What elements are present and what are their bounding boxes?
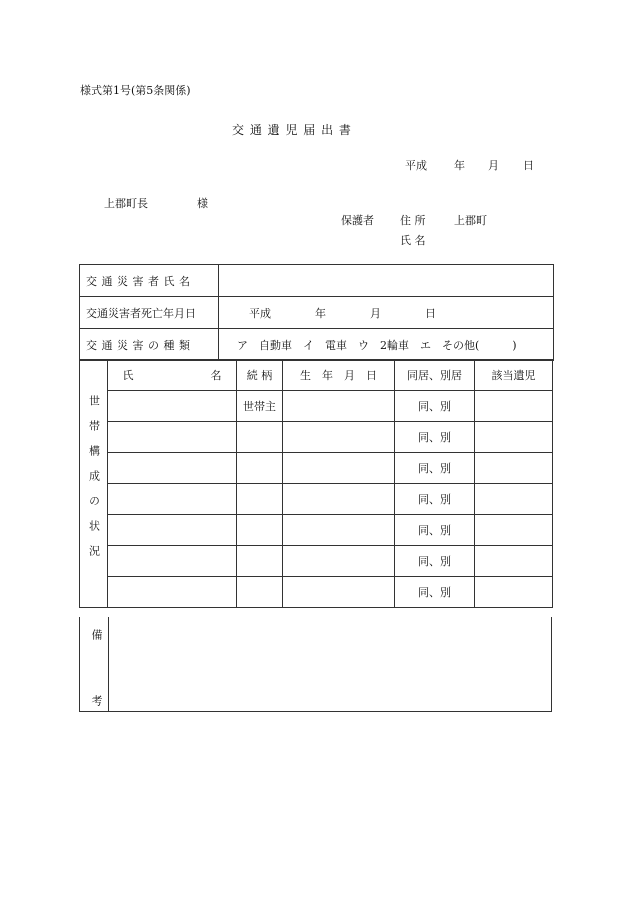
residence-cell[interactable]: 同、別 (395, 484, 475, 515)
orphan-cell[interactable] (475, 484, 553, 515)
col-orphan-header: 該当遺児 (475, 360, 553, 391)
col-name-header: 氏 名 (108, 360, 237, 391)
col-residence-header: 同居、別居 (395, 360, 475, 391)
guardian-name-label: 氏 名 (400, 234, 426, 247)
table-row (80, 484, 553, 515)
household-side-text: 世帯構成の状況 (87, 394, 101, 570)
col-relation-header: 続 柄 (237, 360, 283, 391)
accident-type-field[interactable]: ア 自動車 イ 電車 ウ 2輪車 エ その他( ) (237, 338, 517, 352)
orphan-cell[interactable] (475, 546, 553, 577)
birthdate-cell[interactable] (283, 515, 395, 546)
accident-date-label: 交通災害者死亡年月日 (80, 297, 219, 328)
accident-name-field[interactable] (219, 265, 553, 296)
relation-cell[interactable]: 世帯主 (237, 391, 283, 422)
addressee-name: 上郡町長 (104, 197, 148, 210)
accident-info-table (79, 264, 554, 361)
guardian-address-label: 住 所 (400, 214, 426, 227)
relation-cell[interactable] (237, 546, 283, 577)
name-cell[interactable] (108, 546, 237, 577)
birthdate-cell[interactable] (283, 546, 395, 577)
form-number: 様式第1号(第5条関係) (80, 84, 191, 97)
birthdate-cell[interactable] (283, 484, 395, 515)
date-day: 日 (523, 159, 534, 172)
remarks-side (80, 617, 109, 728)
birthdate-cell[interactable] (283, 577, 395, 608)
col-birthdate-header: 生 年 月 日 (283, 360, 395, 391)
remarks-field[interactable] (109, 617, 551, 711)
birthdate-cell[interactable] (283, 391, 395, 422)
guardian-address-value: 上郡町 (454, 214, 487, 227)
accident-date-row (80, 297, 553, 329)
addressee-suffix: 様 (197, 197, 208, 210)
residence-cell[interactable]: 同、別 (395, 546, 475, 577)
household-table (79, 359, 553, 608)
name-cell[interactable] (108, 515, 237, 546)
name-cell[interactable] (108, 391, 237, 422)
household-header-row (80, 360, 553, 391)
orphan-cell[interactable] (475, 577, 553, 608)
residence-cell[interactable]: 同、別 (395, 577, 475, 608)
orphan-cell[interactable] (475, 422, 553, 453)
accident-type-row (80, 329, 553, 361)
table-row (80, 391, 553, 422)
remarks-section (79, 617, 552, 728)
residence-cell[interactable]: 同、別 (395, 453, 475, 484)
birthdate-cell[interactable] (283, 422, 395, 453)
page-title: 交 通 遺 児 届 出 書 (232, 123, 352, 137)
guardian-label: 保護者 (341, 214, 374, 227)
table-row (80, 453, 553, 484)
orphan-cell[interactable] (475, 453, 553, 484)
table-row (80, 546, 553, 577)
household-side-label (80, 360, 108, 608)
table-row (80, 515, 553, 546)
name-cell[interactable] (108, 422, 237, 453)
relation-cell[interactable] (237, 515, 283, 546)
remarks-label: 備 考 (90, 629, 103, 728)
relation-cell[interactable] (237, 484, 283, 515)
accident-name-row (80, 265, 553, 297)
date-era: 平成 (405, 159, 427, 172)
name-cell[interactable] (108, 577, 237, 608)
table-row (80, 422, 553, 453)
relation-cell[interactable] (237, 577, 283, 608)
residence-cell[interactable]: 同、別 (395, 422, 475, 453)
table-row (80, 577, 553, 608)
relation-cell[interactable] (237, 422, 283, 453)
date-year: 年 (454, 159, 465, 172)
residence-cell[interactable]: 同、別 (395, 515, 475, 546)
accident-name-label: 交 通 災 害 者 氏 名 (80, 265, 219, 296)
name-cell[interactable] (108, 484, 237, 515)
accident-type-label: 交 通 災 害 の 種 類 (80, 329, 219, 360)
residence-cell[interactable]: 同、別 (395, 391, 475, 422)
date-month: 月 (488, 159, 499, 172)
birthdate-cell[interactable] (283, 453, 395, 484)
relation-cell[interactable] (237, 453, 283, 484)
orphan-cell[interactable] (475, 391, 553, 422)
orphan-cell[interactable] (475, 515, 553, 546)
accident-date-field[interactable]: 平成 年 月 日 (249, 306, 436, 320)
name-cell[interactable] (108, 453, 237, 484)
